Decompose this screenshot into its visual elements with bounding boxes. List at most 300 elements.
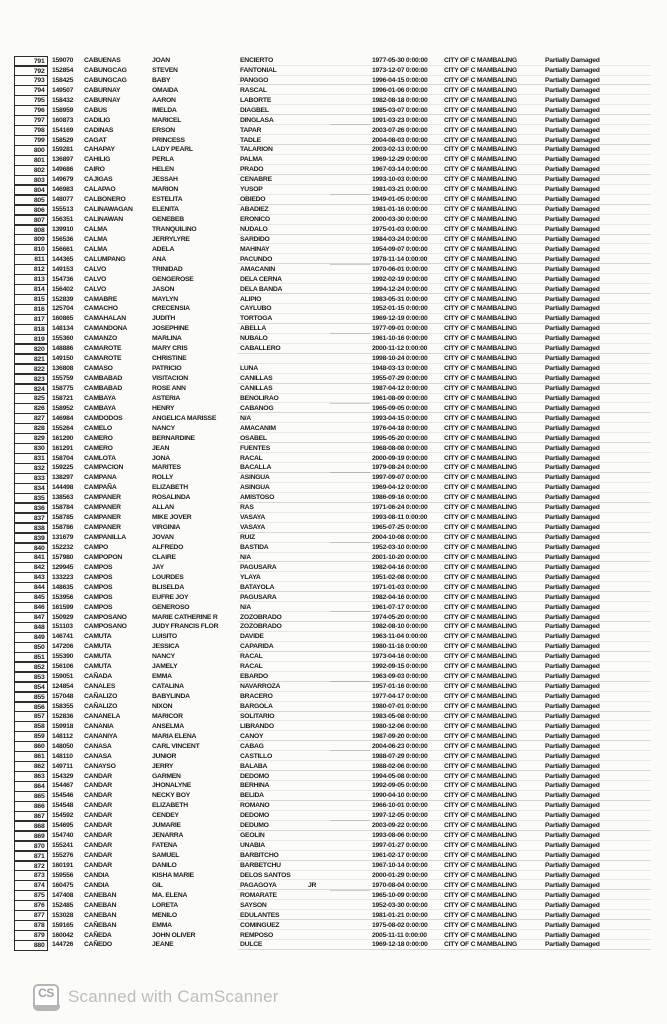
birthdate: 1957-01-16 0:00:00	[372, 683, 428, 691]
city: CITY OF C MAMBALING	[444, 762, 517, 770]
table-row	[0, 642, 667, 652]
birthdate: 2001-10-20 0:00:00	[372, 553, 428, 561]
row-number-cell: 877	[14, 910, 48, 921]
middle-name: CAPARIDA	[240, 643, 274, 651]
member-id: 154548	[52, 802, 74, 810]
city: CITY OF C MAMBALING	[444, 583, 517, 591]
city: CITY OF C MAMBALING	[444, 414, 517, 422]
status: Partially Damaged	[545, 315, 600, 323]
first-name: JASON	[152, 285, 175, 293]
surname: CALAPAO	[84, 186, 116, 194]
first-name: ROLLY	[152, 474, 174, 482]
city: CITY OF C MAMBALING	[444, 861, 517, 869]
row-number-cell: 834	[14, 483, 48, 494]
table-row	[0, 414, 667, 424]
city: CITY OF C MAMBALING	[444, 623, 517, 631]
surname: CANDAR	[84, 772, 112, 780]
table-row	[0, 881, 667, 891]
birthdate: 1980-11-16 0:00:00	[372, 643, 428, 651]
member-id: 152232	[52, 543, 74, 551]
status: Partially Damaged	[545, 563, 600, 571]
table-row	[0, 56, 667, 66]
birthdate: 1985-03-07 0:00:00	[372, 106, 428, 114]
birthdate: 1969-12-18 0:00:00	[372, 941, 428, 949]
row-number-cell: 858	[14, 721, 48, 732]
surname: CANALES	[84, 683, 116, 691]
status: Partially Damaged	[545, 921, 600, 929]
first-name: MAYLYN	[152, 295, 178, 303]
member-id: 154736	[52, 275, 74, 283]
row-number-cell: 801	[14, 155, 48, 166]
city: CITY OF C MAMBALING	[444, 871, 517, 879]
surname: CANANIYA	[84, 732, 118, 740]
first-name: ANA	[152, 255, 166, 263]
table-row	[0, 593, 667, 603]
birthdate: 1952-01-15 0:00:00	[372, 305, 428, 313]
surname: CALMA	[84, 245, 108, 253]
member-id: 149150	[52, 355, 74, 363]
birthdate: 1969-12-29 0:00:00	[372, 156, 428, 164]
city: CITY OF C MAMBALING	[444, 822, 517, 830]
city: CITY OF C MAMBALING	[444, 225, 517, 233]
middle-name: BERHINA	[240, 782, 270, 790]
city: CITY OF C MAMBALING	[444, 534, 517, 541]
table-row	[0, 483, 667, 493]
surname: CALINAWAN	[84, 216, 123, 223]
city: CITY OF C MAMBALING	[444, 693, 517, 700]
surname: CAMDODOS	[84, 414, 123, 422]
member-id: 158721	[52, 394, 74, 402]
row-number-cell: 817	[14, 314, 48, 325]
city: CITY OF C MAMBALING	[444, 375, 517, 382]
first-name: NIXON	[152, 702, 173, 710]
surname: CAÑALIZO	[84, 693, 118, 700]
row-number-cell: 839	[14, 533, 48, 544]
table-row	[0, 285, 667, 295]
status: Partially Damaged	[545, 265, 600, 273]
middle-name: VASAYA	[240, 524, 266, 532]
table-row	[0, 344, 667, 354]
status: Partially Damaged	[545, 871, 600, 879]
first-name: NANCY	[152, 424, 175, 432]
first-name: JENARRA	[152, 832, 184, 840]
member-id: 159165	[52, 921, 74, 929]
surname: CAMUTA	[84, 643, 112, 651]
status: Partially Damaged	[545, 394, 600, 402]
city: CITY OF C MAMBALING	[444, 633, 517, 641]
table-row	[0, 205, 667, 215]
birthdate: 1995-05-20 0:00:00	[372, 434, 428, 442]
status: Partially Damaged	[545, 335, 600, 343]
city: CITY OF C MAMBALING	[444, 206, 517, 214]
city: CITY OF C MAMBALING	[444, 683, 517, 691]
status: Partially Damaged	[545, 812, 600, 820]
status: Partially Damaged	[545, 514, 600, 522]
table-row	[0, 781, 667, 791]
member-id: 155276	[52, 852, 74, 859]
row-number-cell: 828	[14, 423, 48, 434]
row-number-cell: 821	[14, 354, 48, 365]
first-name: VISITACION	[152, 375, 188, 382]
status: Partially Damaged	[545, 255, 600, 263]
middle-name: PAGAGOYA	[240, 881, 277, 889]
birthdate: 1984-03-24 0:00:00	[372, 235, 428, 243]
surname: CAMAROTE	[84, 345, 122, 353]
first-name: ESTELITA	[152, 196, 183, 204]
surname: CAHAPAY	[84, 146, 115, 154]
middle-name: DELA CERNA	[240, 275, 282, 283]
first-name: MARIE CATHERINE R	[152, 613, 218, 621]
middle-name: DAVIDE	[240, 633, 264, 641]
first-name: LUISITO	[152, 633, 177, 641]
surname: CAGAT	[84, 136, 107, 144]
member-id: 144365	[52, 255, 74, 263]
table-row	[0, 762, 667, 772]
member-id: 146983	[52, 186, 74, 194]
birthdate: 1998-10-24 0:00:00	[372, 355, 428, 363]
middle-name: NAVARROZA	[240, 683, 281, 691]
birthdate: 1988-07-29 0:00:00	[372, 752, 428, 760]
birthdate: 1994-05-08 0:00:00	[372, 772, 428, 780]
status: Partially Damaged	[545, 613, 600, 621]
member-id: 149507	[52, 86, 74, 94]
table-row	[0, 553, 667, 563]
member-id: 154169	[52, 126, 74, 134]
birthdate: 1975-08-02 0:00:00	[372, 921, 428, 929]
row-number-cell: 830	[14, 443, 48, 454]
surname: CADILIG	[84, 116, 111, 124]
middle-name: PRADO	[240, 166, 264, 174]
first-name: MARICEL	[152, 116, 182, 124]
birthdate: 1961-08-09 0:00:00	[372, 394, 428, 402]
birthdate: 2004-08-03 0:00:00	[372, 136, 428, 144]
row-number-cell: 849	[14, 632, 48, 643]
row-number-cell: 848	[14, 622, 48, 633]
middle-name: BARBITCHO	[240, 852, 279, 859]
row-number-cell: 833	[14, 473, 48, 484]
row-number-cell: 818	[14, 324, 48, 335]
middle-name: TORTOGA	[240, 315, 272, 323]
table-row	[0, 931, 667, 941]
birthdate: 1982-04-16 0:00:00	[372, 563, 428, 571]
first-name: HENRY	[152, 404, 175, 412]
status: Partially Damaged	[545, 583, 600, 591]
surname: CAMPOS	[84, 603, 113, 611]
middle-name: RACAL	[240, 653, 263, 661]
first-name: PERLA	[152, 156, 174, 164]
city: CITY OF C MAMBALING	[444, 166, 517, 174]
birthdate: 1971-06-24 0:00:00	[372, 504, 428, 512]
status: Partially Damaged	[545, 752, 600, 760]
status: Partially Damaged	[545, 504, 600, 512]
surname: CAHILIG	[84, 156, 111, 164]
row-number-cell: 794	[14, 85, 48, 96]
city: CITY OF C MAMBALING	[444, 196, 517, 204]
city: CITY OF C MAMBALING	[444, 881, 517, 889]
birthdate: 2004-10-08 0:00:00	[372, 534, 428, 541]
first-name: ROSALINDA	[152, 494, 191, 502]
surname: CAMPOS	[84, 563, 113, 571]
member-id: 152836	[52, 712, 74, 720]
birthdate: 1968-08-08 0:00:00	[372, 444, 428, 452]
surname: CANDAR	[84, 842, 112, 850]
status: Partially Damaged	[545, 454, 600, 462]
status: Partially Damaged	[545, 225, 600, 233]
birthdate: 1983-05-31 0:00:00	[372, 295, 428, 303]
table-row	[0, 603, 667, 613]
city: CITY OF C MAMBALING	[444, 673, 517, 681]
city: CITY OF C MAMBALING	[444, 176, 517, 184]
status: Partially Damaged	[545, 355, 600, 363]
surname: CAMBABAD	[84, 384, 123, 392]
city: CITY OF C MAMBALING	[444, 474, 517, 482]
member-id: 158432	[52, 96, 74, 104]
surname: CABURNAY	[84, 86, 121, 94]
status: Partially Damaged	[545, 136, 600, 144]
table-row	[0, 672, 667, 682]
birthdate: 1974-05-20 0:00:00	[372, 613, 428, 621]
first-name: MARLINA	[152, 335, 182, 343]
surname: CABURNAY	[84, 96, 121, 104]
city: CITY OF C MAMBALING	[444, 524, 517, 532]
member-id: 133223	[52, 573, 74, 581]
middle-name: YUSOP	[240, 186, 263, 194]
table-row	[0, 583, 667, 593]
table-row	[0, 652, 667, 662]
birthdate: 1961-10-16 0:00:00	[372, 335, 428, 343]
middle-name: OSABEL	[240, 434, 267, 442]
middle-name: YLAYA	[240, 573, 261, 581]
middle-name: LUNA	[240, 365, 258, 373]
city: CITY OF C MAMBALING	[444, 66, 517, 74]
member-id: 139910	[52, 225, 74, 233]
birthdate: 1993-08-11 0:00:00	[372, 514, 428, 522]
middle-name: AMACANIM	[240, 424, 276, 432]
surname: CANDAR	[84, 832, 112, 840]
table-row	[0, 513, 667, 523]
first-name: MARITES	[152, 464, 181, 472]
city: CITY OF C MAMBALING	[444, 235, 517, 243]
name-suffix: JR	[308, 881, 317, 889]
middle-name: TADLE	[240, 136, 261, 144]
city: CITY OF C MAMBALING	[444, 315, 517, 323]
city: CITY OF C MAMBALING	[444, 464, 517, 472]
city: CITY OF C MAMBALING	[444, 454, 517, 462]
first-name: CRECENSIA	[152, 305, 190, 313]
member-id: 155390	[52, 653, 74, 661]
row-number-cell: 842	[14, 562, 48, 573]
city: CITY OF C MAMBALING	[444, 96, 517, 104]
table-row	[0, 86, 667, 96]
city: CITY OF C MAMBALING	[444, 941, 517, 949]
middle-name: SOLITARIO	[240, 712, 275, 720]
first-name: CLAIRE	[152, 553, 176, 561]
middle-name: DULCE	[240, 941, 263, 949]
member-id: 131679	[52, 534, 74, 541]
birthdate: 1969-12-19 0:00:00	[372, 315, 428, 323]
city: CITY OF C MAMBALING	[444, 563, 517, 571]
table-row	[0, 374, 667, 384]
first-name: ADELA	[152, 245, 175, 253]
row-number-cell: 829	[14, 433, 48, 444]
birthdate: 1977-09-01 0:00:00	[372, 325, 428, 333]
middle-name: DELA BANDA	[240, 285, 283, 293]
member-id: 150929	[52, 613, 74, 621]
member-id: 158959	[52, 106, 74, 114]
middle-name: NUBALO	[240, 335, 268, 343]
status: Partially Damaged	[545, 444, 600, 452]
first-name: ELIZABETH	[152, 484, 188, 492]
first-name: JERRYLYRE	[152, 235, 190, 243]
first-name: JUMARIE	[152, 822, 181, 830]
surname: CABUS	[84, 106, 107, 114]
table-row	[0, 493, 667, 503]
middle-name: PALMA	[240, 156, 263, 164]
first-name: LOURDES	[152, 573, 184, 581]
birthdate: 1977-04-17 0:00:00	[372, 693, 428, 700]
member-id: 129945	[52, 563, 74, 571]
birthdate: 1949-01-05 0:00:00	[372, 196, 428, 204]
surname: CAMPOS	[84, 583, 113, 591]
surname: CAIRO	[84, 166, 105, 174]
surname: CAMPANA	[84, 474, 117, 482]
table-row	[0, 155, 667, 165]
first-name: LORETA	[152, 901, 178, 909]
surname: CAMPOS	[84, 573, 113, 581]
city: CITY OF C MAMBALING	[444, 901, 517, 909]
status: Partially Damaged	[545, 325, 600, 333]
status: Partially Damaged	[545, 852, 600, 859]
row-number-cell: 791	[14, 56, 48, 67]
first-name: MENILO	[152, 911, 177, 919]
row-number-cell: 871	[14, 851, 48, 862]
status: Partially Damaged	[545, 603, 600, 611]
birthdate: 2000-01-29 0:00:00	[372, 871, 428, 879]
surname: CAMPACION	[84, 464, 124, 472]
birthdate: 1988-02-06 0:00:00	[372, 762, 428, 770]
first-name: JOSEPHINE	[152, 325, 189, 333]
birthdate: 1987-09-20 0:00:00	[372, 732, 428, 740]
middle-name: ALIPIO	[240, 295, 262, 303]
member-id: 144498	[52, 484, 74, 492]
middle-name: LIBRANDO	[240, 722, 274, 730]
birthdate: 2000-11-12 0:00:00	[372, 345, 428, 353]
middle-name: N/A	[240, 603, 251, 611]
first-name: CENDEY	[152, 812, 179, 820]
member-id: 148134	[52, 325, 74, 333]
first-name: JUDY FRANCIS FLOR	[152, 623, 219, 631]
surname: CANDAR	[84, 861, 112, 869]
city: CITY OF C MAMBALING	[444, 265, 517, 273]
surname: CAMANDONA	[84, 325, 128, 333]
surname: CANDIA	[84, 871, 109, 879]
member-id: 147206	[52, 643, 74, 651]
first-name: CHRISTINE	[152, 355, 187, 363]
middle-name: N/A	[240, 414, 251, 422]
row-number-cell: 872	[14, 861, 48, 872]
city: CITY OF C MAMBALING	[444, 702, 517, 710]
status: Partially Damaged	[545, 832, 600, 840]
table-row	[0, 126, 667, 136]
row-number-cell: 860	[14, 741, 48, 752]
status: Partially Damaged	[545, 742, 600, 750]
table-row	[0, 66, 667, 76]
status: Partially Damaged	[545, 295, 600, 303]
birthdate: 1980-12-06 0:00:00	[372, 722, 428, 730]
surname: CAMBABAD	[84, 375, 123, 382]
table-row	[0, 662, 667, 672]
birthdate: 1952-03-30 0:00:00	[372, 901, 428, 909]
member-id: 147408	[52, 891, 74, 899]
middle-name: N/A	[240, 553, 251, 561]
city: CITY OF C MAMBALING	[444, 802, 517, 810]
status: Partially Damaged	[545, 653, 600, 661]
member-id: 160042	[52, 931, 74, 939]
first-name: DANILO	[152, 861, 177, 869]
birthdate: 1969-04-12 0:00:00	[372, 484, 428, 492]
row-number-cell: 838	[14, 523, 48, 534]
city: CITY OF C MAMBALING	[444, 275, 517, 283]
row-number-cell: 831	[14, 453, 48, 464]
birthdate: 2005-11-11 0:00:00	[372, 931, 427, 939]
birthdate: 1979-08-24 0:00:00	[372, 464, 428, 472]
birthdate: 2003-02-13 0:00:00	[372, 146, 428, 154]
surname: CAMUTA	[84, 663, 112, 671]
surname: CAÑALIZO	[84, 702, 118, 710]
city: CITY OF C MAMBALING	[444, 613, 517, 621]
member-id: 161599	[52, 603, 74, 611]
city: CITY OF C MAMBALING	[444, 255, 517, 263]
birthdate: 1996-04-15 0:00:00	[372, 76, 428, 84]
status: Partially Damaged	[545, 772, 600, 780]
birthdate: 1975-01-03 0:00:00	[372, 225, 428, 233]
status: Partially Damaged	[545, 861, 600, 869]
middle-name: CASTILLO	[240, 752, 272, 760]
first-name: JEAN	[152, 444, 170, 452]
status: Partially Damaged	[545, 146, 600, 154]
row-number-cell: 832	[14, 463, 48, 474]
birthdate: 1966-10-01 0:00:00	[372, 802, 428, 810]
table-row	[0, 195, 667, 205]
status: Partially Damaged	[545, 196, 600, 204]
first-name: GARMEN	[152, 772, 181, 780]
row-number-cell: 825	[14, 393, 48, 404]
surname: CANDAR	[84, 802, 112, 810]
table-row	[0, 563, 667, 573]
row-number-cell: 836	[14, 503, 48, 514]
table-row	[0, 304, 667, 314]
status: Partially Damaged	[545, 732, 600, 740]
status: Partially Damaged	[545, 762, 600, 770]
first-name: OMAIDA	[152, 86, 179, 94]
birthdate: 1965-07-25 0:00:00	[372, 524, 428, 532]
city: CITY OF C MAMBALING	[444, 186, 517, 194]
surname: CAMPOS	[84, 593, 113, 601]
middle-name: TAPAR	[240, 126, 262, 134]
birthdate: 1993-04-15 0:00:00	[372, 414, 428, 422]
city: CITY OF C MAMBALING	[444, 136, 517, 144]
birthdate: 1992-02-19 0:00:00	[372, 275, 428, 283]
member-id: 158704	[52, 454, 74, 462]
table-row	[0, 921, 667, 931]
middle-name: COMINGUEZ	[240, 921, 280, 929]
first-name: GENEROSO	[152, 603, 190, 611]
status: Partially Damaged	[545, 96, 600, 104]
row-number-cell: 865	[14, 791, 48, 802]
table-row	[0, 801, 667, 811]
table-row	[0, 404, 667, 414]
status: Partially Damaged	[545, 722, 600, 730]
